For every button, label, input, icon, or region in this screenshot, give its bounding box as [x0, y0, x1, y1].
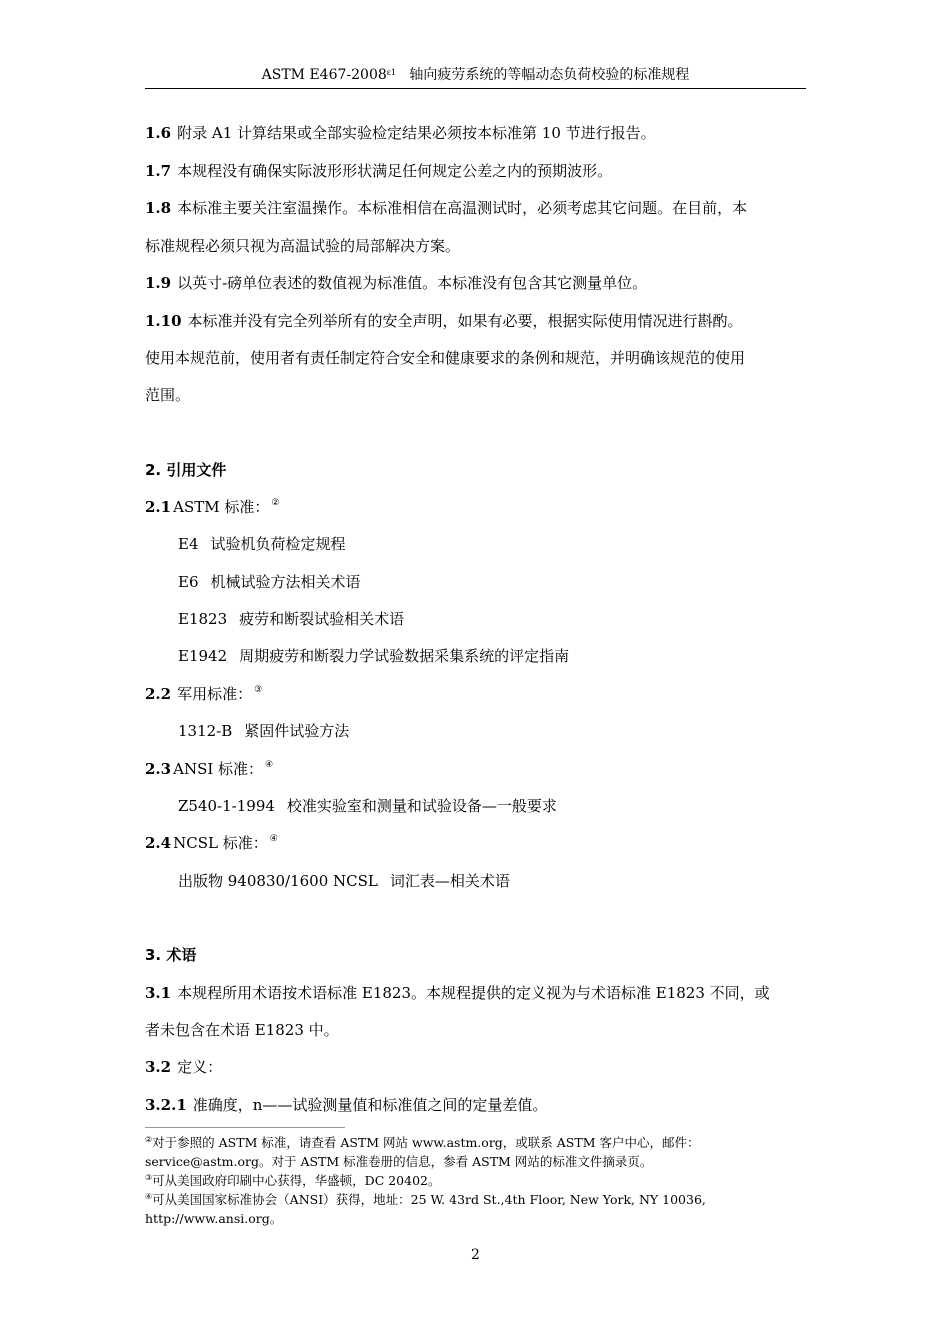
ansi-item	[178, 796, 839, 816]
subsection-number: 2.1	[145, 498, 172, 516]
paragraph-3-1-line2	[145, 1020, 806, 1040]
astm-item	[178, 572, 839, 592]
footnote-4	[145, 1191, 806, 1208]
paragraph-3-1	[145, 983, 806, 1003]
paragraph-3-2-1	[145, 1095, 806, 1115]
header-doc-title: 轴向疲劳系统的等幅动态负荷校验的标准规程	[409, 67, 690, 83]
subsection-2-2	[145, 684, 806, 704]
footnote-ref: ③	[254, 685, 263, 695]
paragraph-text: 定义：	[177, 1058, 223, 1076]
standard-title: 机械试验方法相关术语	[210, 573, 361, 591]
page-number: 2	[471, 1247, 480, 1263]
ncsl-item	[178, 871, 839, 891]
paragraph-number: 3.2	[145, 1058, 172, 1076]
paragraph-text: 标准规程必须只视为高温试验的局部解决方案。	[145, 237, 461, 255]
footnote-text: 对于参照的 ASTM 标准，请查看 ASTM 网站 www.astm.org，或联系 ASTM 客户中心，邮件：	[152, 1135, 700, 1150]
standard-code: 1312-B	[178, 722, 233, 740]
standard-code: Z540-1-1994	[178, 797, 275, 815]
subsection-label: NCSL 标准：	[173, 834, 268, 852]
footnote-ref: ②	[271, 498, 280, 508]
footnote-2-line2	[145, 1153, 806, 1170]
footnote-rule	[145, 1127, 345, 1128]
paragraph-text: 本规程没有确保实际波形形状满足任何规定公差之内的预期波形。	[177, 162, 613, 180]
footnote-text: http://www.ansi.org。	[145, 1211, 283, 1226]
footnote-ref: ④	[265, 760, 274, 770]
standard-title: 校准实验室和测量和试验设备—一般要求	[286, 797, 557, 815]
astm-item	[178, 609, 839, 629]
paragraph-1-8	[145, 198, 806, 218]
standard-code: E1942	[178, 647, 228, 665]
astm-item	[178, 534, 839, 554]
paragraph-number: 1.10	[145, 312, 182, 330]
footnote-2	[145, 1134, 806, 1151]
footnote-3	[145, 1172, 806, 1189]
section-2-heading: 2. 引用文件	[145, 461, 227, 479]
paragraph-3-2	[145, 1057, 806, 1077]
subsection-2-3	[145, 759, 806, 779]
subsection-label: 军用标准：	[177, 685, 253, 703]
footnote-text: 可从美国政府印刷中心获得，华盛顿，DC 20402。	[152, 1173, 441, 1188]
standard-title: 试验机负荷检定规程	[210, 535, 346, 553]
section-3-heading: 3. 术语	[145, 946, 197, 964]
footnote-mark: ②	[145, 1135, 153, 1144]
footnote-mark: ③	[145, 1173, 153, 1182]
standard-code: E4	[178, 535, 199, 553]
paragraph-number: 1.6	[145, 124, 172, 142]
paragraph-1-7	[145, 161, 806, 181]
astm-item	[178, 646, 839, 666]
footnote-text: service@astm.org。对于 ASTM 标准卷册的信息，参看 ASTM 网站的标准文件摘录页。	[145, 1154, 653, 1169]
footnote-text: 可从美国国家标准协会（ANSI）获得，地址：25 W. 43rd St.,4th Floor, New York, NY 10036,	[152, 1192, 706, 1207]
subsection-number: 2.3	[145, 760, 172, 778]
standard-title: 词汇表—相关术语	[389, 872, 510, 890]
standard-code: E1823	[178, 610, 228, 628]
paragraph-text: 使用本规范前，使用者有责任制定符合安全和健康要求的条例和规范，并明确该规范的使用	[145, 349, 746, 367]
header-rule	[145, 88, 806, 89]
standard-code: E6	[178, 573, 199, 591]
paragraph-1-10	[145, 311, 806, 331]
paragraph-number: 1.7	[145, 162, 172, 180]
paragraph-text: 本规程所用术语按术语标准 E1823。本规程提供的定义视为与术语标准 E1823 不同，或	[177, 984, 770, 1002]
paragraph-text: 准确度，n——试验测量值和标准值之间的定量差值。	[192, 1096, 548, 1114]
paragraph-number: 3.2.1	[145, 1096, 187, 1114]
paragraph-text: 以英寸-磅单位表述的数值视为标准值。本标准没有包含其它测量单位。	[177, 274, 648, 292]
header-doc-id-sup: ε1	[386, 68, 396, 77]
subsection-label: ASTM 标准：	[173, 498, 270, 516]
paragraph-number: 1.9	[145, 274, 172, 292]
paragraph-number: 1.8	[145, 199, 172, 217]
mil-item	[178, 721, 839, 741]
paragraph-number: 3.1	[145, 984, 172, 1002]
footnote-ref: ④	[269, 834, 278, 844]
standard-code: 出版物 940830/1600 NCSL	[178, 872, 378, 890]
standard-title: 紧固件试验方法	[244, 722, 350, 740]
paragraph-text: 本标准并没有完全列举所有的安全声明，如果有必要，根据实际使用情况进行斟酌。	[187, 312, 743, 330]
paragraph-text: 者未包含在术语 E1823 中。	[145, 1021, 339, 1039]
paragraph-1-9	[145, 273, 806, 293]
paragraph-text: 本标准主要关注室温操作。本标准相信在高温测试时，必须考虑其它问题。在目前，本	[177, 199, 748, 217]
paragraph-text: 附录 A1 计算结果或全部实验检定结果必须按本标准第 10 节进行报告。	[177, 124, 656, 142]
paragraph-1-8-line2	[145, 236, 806, 256]
paragraph-1-10-line3	[145, 385, 806, 405]
paragraph-1-6	[145, 123, 806, 143]
subsection-2-1	[145, 497, 806, 517]
footnote-mark: ④	[145, 1192, 153, 1201]
subsection-label: ANSI 标准：	[173, 760, 264, 778]
standard-title: 疲劳和断裂试验相关术语	[239, 610, 405, 628]
paragraph-1-10-line2	[145, 348, 806, 368]
standard-title: 周期疲劳和断裂力学试验数据采集系统的评定指南	[239, 647, 570, 665]
running-header	[145, 66, 806, 84]
header-doc-id: ASTM E467-2008	[261, 67, 387, 83]
footnote-4-line2	[145, 1210, 806, 1227]
subsection-number: 2.2	[145, 685, 172, 703]
paragraph-text: 范围。	[145, 386, 191, 404]
subsection-number: 2.4	[145, 834, 172, 852]
subsection-2-4	[145, 833, 806, 853]
